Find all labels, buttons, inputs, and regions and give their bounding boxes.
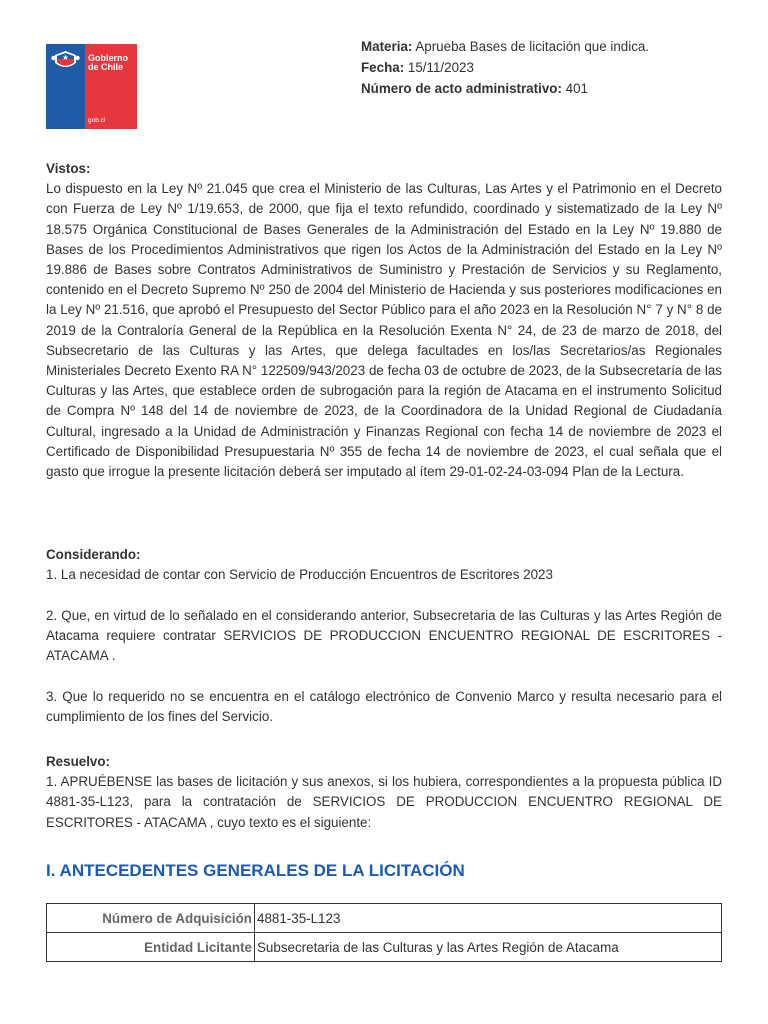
numero-adquisicion-value: 4881-35-L123 <box>255 904 722 933</box>
logo-line1: Gobierno <box>88 53 128 63</box>
fecha-value: 15/11/2023 <box>407 60 474 75</box>
acto-line <box>361 78 649 99</box>
considerando-item-3-block <box>46 687 722 727</box>
resuelvo-text: 1. APRUÉBENSE las bases de licitación y sus anexos, si los hubiera, correspondientes a la propuesta pública ID 4881-35-L123, para la contratación de SERVICIOS DE PRODUCCION ENCUENTRO REGIONAL DE ESCRITORES - ATACAMA , cuyo texto es el siguiente: <box>46 774 722 830</box>
antecedentes-table <box>46 903 722 962</box>
materia-line <box>361 36 649 57</box>
resuelvo-section <box>46 752 722 833</box>
table-row <box>47 933 722 962</box>
acto-label: Número de acto administrativo: <box>361 81 562 96</box>
considerando-item-1: 1. La necesidad de contar con Servicio de Producción Encuentros de Escritores 2023 <box>46 567 553 583</box>
vistos-text: Lo dispuesto en la Ley Nº 21.045 que crea el Ministerio de las Culturas, Las Artes y el Patrimonio en el Decreto con Fuerza de Ley Nº 1/19.653, de 2000, que fija el texto refundido, coordinado y sistematizado de la Ley Nº 18.575 Orgánica Constitucional de Bases Generales de la Administración del Estado en la Ley Nº 19.880 de Bases de los Procedimientos Administrativos que rigen los Actos de la Administración del Estado en la Ley Nº 19.886 de Bases sobre Contratos Administrativos de Suministro y Prestación de Servicios y su Reglamento, contenido en el Decreto Supremo Nº 250 de 2004 del Ministerio de Hacienda y sus posteriores modificaciones en la Ley Nº 21.516, que aprobó el Presupuesto del Sector Público para el año 2023 en la Resolución N° 7 y N° 8 de 2019 de la Contraloría General de la República en la Resolución Exenta N° 24, de 23 de marzo de 2018, del Subsecretario de las Culturas y las Artes, que delega facultades en los/las Secretarios/as Regionales Ministeriales Decreto Exento RA N° 122509/943/2023 de fecha 03 de octubre de 2023, de la Subsecretaría de las Culturas y las Artes, que establece orden de subrogación para la región de Atacama en el instrumento Solicitud de Compra Nº 148 del 14 de noviembre de 2023, de la Coordinadora de la Unidad Regional de Ciudadanía Cultural, ingresado a la Unidad de Administración y Finanzas Regional con fecha 14 de noviembre de 2023 el Certificado de Disponibilidad Presupuestaria Nº 355 de fecha 14 de noviembre de 2023, el cual señala que el gasto que irrogue la presente licitación deberá ser imputado al ítem 29-01-02-24-03-094 Plan de la Lectura. <box>46 181 722 480</box>
chile-coat-of-arms-icon <box>51 49 80 73</box>
materia-label: Materia: <box>361 39 413 54</box>
numero-adquisicion-label: Número de Adquisición <box>47 904 255 933</box>
materia-value: Aprueba Bases de licitación que indica. <box>415 39 650 54</box>
considerando-item-2: 2. Que, en virtud de lo señalado en el considerando anterior, Subsecretaria de las Culturas y las Artes Región de Atacama requiere contratar SERVICIOS DE PRODUCCION ENCUENTRO REGIONAL DE ESCRITORES - ATACAMA . <box>46 608 722 664</box>
considerando-section <box>46 545 722 585</box>
vistos-section <box>46 159 722 482</box>
logo-text <box>88 54 128 72</box>
section-title: I. ANTECEDENTES GENERALES DE LA LICITACIÓN <box>46 861 465 880</box>
entidad-licitante-label: Entidad Licitante <box>47 933 255 962</box>
considerando-label: Considerando: <box>46 547 141 562</box>
fecha-line <box>361 57 649 78</box>
fecha-label: Fecha: <box>361 60 405 75</box>
table-row <box>47 904 722 933</box>
considerando-item-2-block <box>46 606 722 667</box>
vistos-label: Vistos: <box>46 161 91 176</box>
logo-blue-panel <box>46 44 85 129</box>
acto-value: 401 <box>565 81 588 96</box>
logo-line2: de Chile <box>88 62 124 72</box>
document-metadata <box>361 36 649 99</box>
logo-red-panel <box>85 44 137 129</box>
entidad-licitante-value: Subsecretaria de las Culturas y las Artes Región de Atacama <box>255 933 722 962</box>
gobierno-de-chile-logo <box>46 44 137 129</box>
considerando-item-3: 3. Que lo requerido no se encuentra en el catálogo electrónico de Convenio Marco y resulta necesario para el cumplimiento de los fines del Servicio. <box>46 689 722 725</box>
resuelvo-label: Resuelvo: <box>46 754 110 769</box>
logo-domain: gob.cl <box>88 117 106 124</box>
